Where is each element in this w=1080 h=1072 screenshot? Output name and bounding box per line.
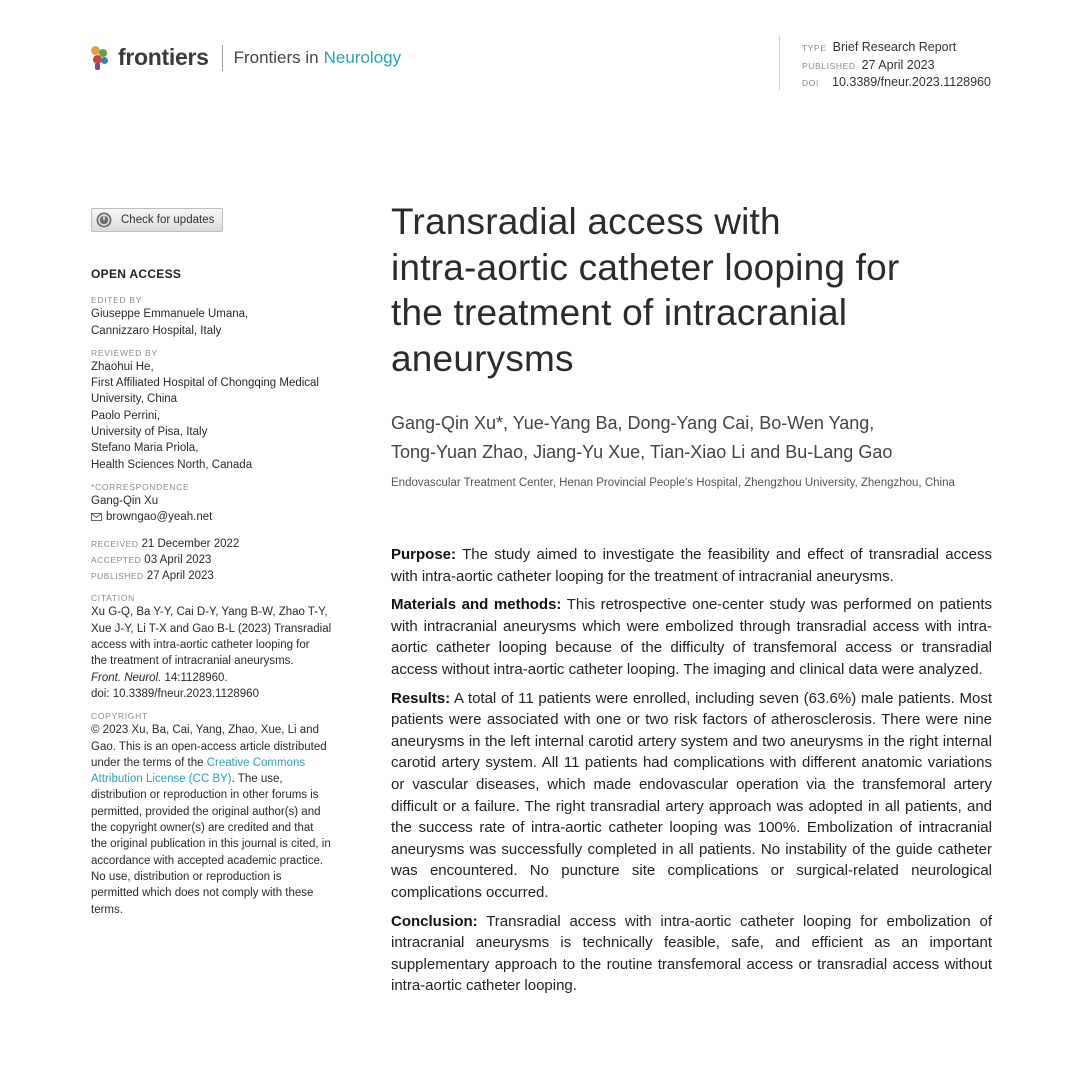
reviewer-line: Stefano Maria Priola,	[91, 442, 199, 455]
frontiers-logo-icon	[90, 46, 112, 70]
meta-doi-row[interactable]: DOI 10.3389/fneur.2023.1128960	[802, 75, 991, 89]
edited-by-block	[91, 306, 366, 339]
title-line: aneurysms	[391, 337, 574, 379]
check-updates-icon	[96, 212, 112, 228]
copyright-line: accordance with accepted academic practice.	[91, 854, 324, 867]
correspondence-label: *CORRESPONDENCE	[91, 481, 190, 492]
copyright-line: No use, distribution or reproduction is	[91, 870, 282, 883]
correspondence-name: Gang-Qin Xu	[91, 494, 159, 507]
journal-name: Neurology	[323, 47, 402, 67]
envelope-icon	[91, 513, 102, 521]
copyright-line: distribution or reproduction in other forums is	[91, 789, 319, 802]
copyright-line: Gao. This is an open-access article distributed	[91, 740, 327, 753]
correspondence-email-row[interactable]	[91, 509, 366, 525]
editor-affiliation: Cannizzaro Hospital, Italy	[91, 324, 222, 337]
copyright-block	[91, 722, 366, 918]
citation-line: the treatment of intracranial aneurysms.	[91, 655, 294, 668]
meta-divider	[779, 36, 780, 90]
correspondence-email[interactable]: browngao@yeah.net	[106, 511, 213, 524]
copyright-line: © 2023 Xu, Ba, Cai, Yang, Zhao, Xue, Li and	[91, 724, 319, 737]
accepted-date: ACCEPTED 03 April 2023	[91, 553, 212, 566]
reviewer-line: University, China	[91, 393, 178, 406]
journal-name-prefix: Frontiers in	[233, 47, 319, 67]
frontiers-wordmark: frontiers	[118, 44, 209, 70]
check-for-updates-button[interactable]	[91, 208, 223, 232]
copyright-line: terms.	[91, 903, 123, 916]
title-line: Transradial access with	[391, 201, 781, 242]
cc-license-link[interactable]: Creative Commons	[206, 756, 306, 769]
editor-name: Giuseppe Emmanuele Umana,	[91, 308, 249, 321]
edited-by-label: EDITED BY	[91, 295, 143, 306]
citation-block	[91, 604, 366, 702]
copyright-label: COPYRIGHT	[91, 711, 148, 722]
sidebar	[91, 266, 366, 918]
copyright-line: the copyright owner(s) are credited and that	[91, 822, 314, 835]
meta-published-row: PUBLISHED 27 April 2023	[802, 57, 935, 72]
article-title	[391, 199, 991, 381]
citation-line: Xu G-Q, Ba Y-Y, Cai D-Y, Yang B-W, Zhao T-Y,	[91, 606, 328, 619]
abstract	[391, 544, 992, 1004]
title-line: the treatment of intracranial	[391, 292, 848, 333]
open-access-label: OPEN ACCESS	[91, 267, 182, 281]
reviewer-line: First Affiliated Hospital of Chongqing Medical	[91, 377, 319, 390]
dates-block	[91, 536, 366, 585]
abstract-purpose: Purpose: The study aimed to investigate the feasibility and effect of transradial access with intra-aortic catheter looping for the treatment of intracranial aneurysms.	[391, 546, 992, 585]
reviewer-line: Zhaohui He,	[91, 360, 154, 373]
abstract-conclusion: Conclusion: Transradial access with intra-aortic catheter looping for embolization of intracranial aneurysms is technically feasible, safe, and efficient as an important supplementary approach to the routine transfemoral access or transradial access without intra-aortic catheter looping.	[391, 912, 992, 995]
published-date: PUBLISHED 27 April 2023	[91, 570, 214, 583]
cc-license-link[interactable]: Attribution License (CC BY)	[91, 773, 232, 786]
author-list	[391, 409, 1011, 467]
title-line: intra-aortic catheter looping for	[391, 246, 900, 288]
citation-doi[interactable]: doi: 10.3389/fneur.2023.1128960	[91, 687, 259, 700]
copyright-line: the original publication in this journal is cited, in	[91, 838, 331, 851]
reviewer-line: Paolo Perrini,	[91, 409, 161, 422]
citation-label: CITATION	[91, 593, 136, 604]
copyright-line: under the terms of the Creative Commons	[91, 756, 306, 769]
copyright-line: permitted which does not comply with these	[91, 887, 314, 900]
reviewed-by-block	[91, 359, 366, 473]
abstract-results: Results: A total of 11 patients were enrolled, including seven (63.6%) male patients. Most patients were associated with one or two risk factors of atherosclerosis. There were nine aneurysms in the left internal carotid artery system and two aneurysms in the right internal carotid artery system. All 11 patients had complications with different anatomic variations or vascular diseases, which made endovascular operation via the transfemoral artery difficult or a failure. The right transradial artery approach was adopted in all patients, and the success rate of intra-aortic catheter looping was 100%. Embolization of intracranial aneurysms was successfully completed in all patients. No instability of the guide catheter was encountered. No puncture site complications or surgical-related neurological complications occurred.	[391, 689, 992, 901]
received-date: RECEIVED 21 December 2022	[91, 537, 240, 550]
author-line: Gang-Qin Xu*, Yue-Yang Ba, Dong-Yang Cai, Bo-Wen Yang,	[391, 413, 875, 433]
abstract-methods: Materials and methods: This retrospective one-center study was performed on patients with intracranial aneurysms which were embolized through transradial access with intra-aortic catheter looping because of the difficulty of transfemoral access or transradial access without intra-aortic catheter looping. The imaging and clinical data were analyzed.	[391, 596, 992, 678]
affiliation: Endovascular Treatment Center, Henan Provincial People's Hospital, Zhengzhou University, Zhengzhou, China	[391, 477, 955, 489]
header-divider	[222, 45, 223, 71]
copyright-line: permitted, provided the original author(s) and	[91, 805, 321, 818]
article-meta	[802, 39, 991, 92]
author-line: Tong-Yuan Zhao, Jiang-Yu Xue, Tian-Xiao Li and Bu-Lang Gao	[391, 442, 893, 462]
journal-header	[90, 44, 401, 71]
citation-journal-line: Front. Neurol. 14:1128960.	[91, 671, 228, 684]
reviewer-line: University of Pisa, Italy	[91, 426, 208, 439]
reviewer-line: Health Sciences North, Canada	[91, 458, 253, 471]
check-updates-label: Check for updates	[121, 214, 215, 226]
citation-line: Xue J-Y, Li T-X and Gao B-L (2023) Transradial	[91, 622, 332, 635]
correspondence-block	[91, 493, 366, 526]
citation-line: access with intra-aortic catheter looping for	[91, 639, 310, 652]
reviewed-by-label: REVIEWED BY	[91, 347, 158, 358]
copyright-line: Attribution License (CC BY). The use,	[91, 773, 283, 786]
meta-type-row: TYPE Brief Research Report	[802, 40, 957, 54]
